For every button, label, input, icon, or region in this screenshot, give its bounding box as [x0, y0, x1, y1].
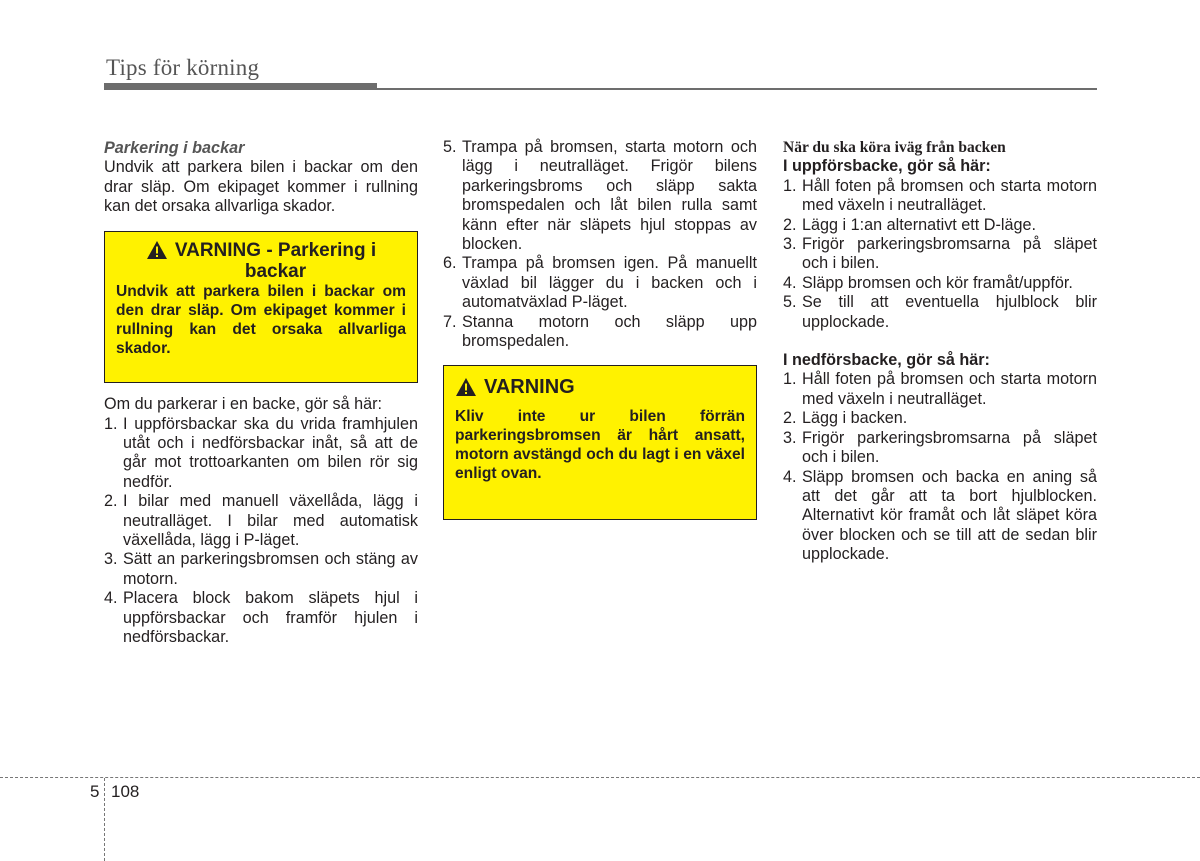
list-item: 5. Se till att eventuella hjulblock blir upplockade.: [783, 293, 1097, 331]
parking-steps: [104, 415, 418, 648]
list-item: 2. Lägg i backen.: [783, 409, 908, 428]
list-item: 1. I uppförsbackar ska du vrida framhjulen utåt och i nedförsbackar inåt, så att de går mot trottoarkanten om bilen rör sig nedför.: [104, 414, 418, 491]
warning-title-line2: backar: [244, 260, 307, 282]
list-item: 2. I bilar med manuell växellåda, lägg i neutralläget. I bilar med automatisk växellåda, lägg i P-läget.: [104, 492, 418, 550]
header-title: Tips för körning: [106, 55, 260, 80]
list-item: 7. Stanna motorn och släpp upp bromspedalen.: [443, 312, 757, 351]
list-item: 4. Släpp bromsen och backa en aning så att det går att ta bort hjulblocken. Alternativt kör framåt och låt släpet köra över blocken och se till att de sedan blir upplockade.: [783, 467, 1097, 564]
list-item: 1. Håll foten på bromsen och starta motorn med växeln i neutralläget.: [783, 176, 1097, 215]
warning-box-exit: [443, 365, 757, 520]
parking-steps-continued: [443, 138, 757, 351]
warning-triangle-icon: [146, 240, 168, 282]
header-bar: [104, 83, 377, 90]
warning-triangle-icon: [455, 377, 477, 402]
warning-title: [116, 240, 406, 282]
warning-body: Kliv inte ur bilen förrän parkeringsbromsen är hårt ansatt, motorn avstängd och du lagt i en växel enligt ovan.: [455, 408, 745, 483]
middle-column: [443, 138, 757, 520]
list-item: 4. Släpp bromsen och kör framåt/uppför.: [783, 273, 1073, 292]
header-rule: [377, 88, 1097, 90]
list-item: 3. Sätt an parkeringsbromsen och stäng av motorn.: [104, 550, 418, 588]
steps-lead: Om du parkerar i en backe, gör så här:: [104, 395, 383, 414]
left-column: [104, 139, 418, 648]
downhill-heading: I nedförsbacke, gör så här:: [783, 351, 990, 370]
uphill-heading: I uppförsbacke, gör så här:: [783, 157, 991, 176]
section-heading: När du ska köra iväg från backen: [783, 139, 1006, 156]
footer-vertical-divider: [104, 778, 105, 861]
list-item: 2. Lägg i 1:an alternativt ett D-läge.: [783, 215, 1036, 234]
footer-divider: [0, 777, 1200, 778]
list-item: 4. Placera block bakom släpets hjul i uppförsbackar och framför hjulen i nedförsbackar.: [104, 589, 418, 647]
warning-body: Undvik att parkera bilen i backar om den drar släp. Om ekipaget kommer i rullning kan det orsaka allvarliga skador.: [116, 282, 406, 357]
warning-title: [455, 377, 745, 402]
warning-title-line1: VARNING - Parkering i: [174, 239, 377, 261]
downhill-steps: [783, 370, 1097, 564]
page-number: 108: [111, 782, 140, 801]
list-item: 1. Håll foten på bromsen och starta motorn med växeln i neutralläget.: [783, 370, 1097, 408]
list-item: 6. Trampa på bromsen igen. På manuellt växlad bil lägger du i backen och i automatväxlad P-läget.: [443, 254, 757, 312]
right-column: [783, 138, 1097, 565]
list-item: 5. Trampa på bromsen, starta motorn och lägg i neutralläget. Frigör bilens parkeringsbroms och släpp sakta bromspedalen och låt bilen rulla samt känn efter när släpets hjul stoppas av blocken.: [443, 138, 757, 254]
warning-box-parking: [104, 231, 418, 384]
warning-title-text: VARNING: [484, 376, 575, 399]
uphill-steps: [783, 177, 1097, 332]
section-subhead: Parkering i backar: [104, 139, 245, 157]
list-item: 3. Frigör parkeringsbromsarna på släpet och i bilen.: [783, 235, 1097, 273]
list-item: 3. Frigör parkeringsbromsarna på släpet och i bilen.: [783, 428, 1097, 467]
intro-paragraph: Undvik att parkera bilen i backar om den drar släp. Om ekipaget kommer i rullning kan det orsaka allvarliga skador.: [104, 158, 418, 216]
section-number: 5: [90, 782, 100, 801]
